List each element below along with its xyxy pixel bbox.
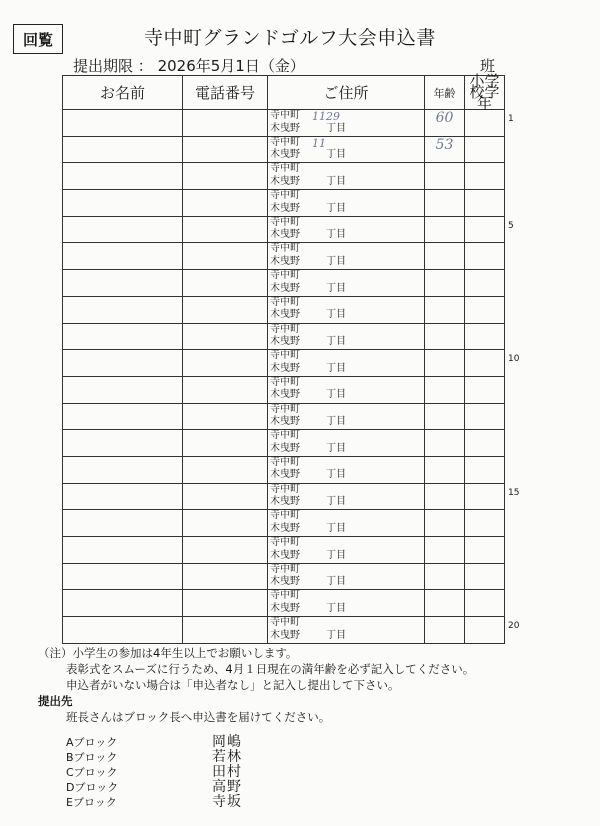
han-label: 班 <box>480 57 496 75</box>
grade-cell[interactable] <box>465 350 505 377</box>
table-row <box>63 323 505 350</box>
age-cell[interactable] <box>425 563 465 590</box>
column-header-grade: 小学校学年 <box>465 76 505 110</box>
phone-cell[interactable] <box>183 483 268 510</box>
phone-cell[interactable] <box>183 430 268 457</box>
table-row <box>63 350 505 377</box>
phone-cell[interactable] <box>183 216 268 243</box>
address-line-district: 木曳野 <box>270 255 300 267</box>
address-cell[interactable] <box>268 350 425 377</box>
address-line-town: 寺中町 <box>270 350 300 362</box>
phone-cell[interactable] <box>183 296 268 323</box>
table-row <box>63 376 505 403</box>
block-leader-name: 高野 <box>212 779 242 795</box>
name-cell[interactable] <box>63 163 183 190</box>
name-cell[interactable] <box>63 456 183 483</box>
age-cell[interactable] <box>425 323 465 350</box>
name-cell[interactable] <box>63 270 183 297</box>
submit-heading: 提出先 <box>38 694 73 708</box>
address-line-town: 寺中町 <box>270 456 300 468</box>
age-cell[interactable] <box>425 403 465 430</box>
name-cell-redacted[interactable] <box>63 136 183 163</box>
address-line-town: 寺中町 <box>270 163 300 175</box>
address-cell[interactable] <box>268 430 425 457</box>
deadline-label: 提出期限 <box>73 57 134 75</box>
age-cell[interactable] <box>425 296 465 323</box>
address-line-district: 木曳野 <box>270 389 300 401</box>
address-chome-label: 丁目 <box>326 362 346 374</box>
grade-cell[interactable] <box>465 510 505 537</box>
address-line-district: 木曳野 <box>270 576 300 588</box>
name-cell[interactable] <box>63 430 183 457</box>
phone-cell-redacted[interactable] <box>183 136 268 163</box>
phone-cell-redacted[interactable] <box>183 110 268 137</box>
address-chome-label: 丁目 <box>326 282 346 294</box>
grade-cell[interactable] <box>465 190 505 217</box>
phone-cell[interactable] <box>183 350 268 377</box>
note-line-3: 申込者がいない場合は「申込者なし」と記入し提出して下さい。 <box>66 678 400 692</box>
address-chome-label: 丁目 <box>326 309 346 321</box>
table-row <box>63 270 505 297</box>
name-cell[interactable] <box>63 590 183 617</box>
grade-cell[interactable] <box>465 163 505 190</box>
grade-cell[interactable] <box>465 483 505 510</box>
name-cell[interactable] <box>63 376 183 403</box>
grade-cell[interactable] <box>465 243 505 270</box>
block-name: Bブロック <box>66 751 118 764</box>
age-cell[interactable] <box>425 510 465 537</box>
address-line-district: 木曳野 <box>270 362 300 374</box>
column-header-age: 年齢 <box>425 76 465 110</box>
name-cell[interactable] <box>63 190 183 217</box>
grade-cell[interactable] <box>465 590 505 617</box>
phone-cell[interactable] <box>183 270 268 297</box>
grade-cell[interactable] <box>465 456 505 483</box>
phone-cell[interactable] <box>183 590 268 617</box>
row-number-mark: 20 <box>508 621 520 632</box>
name-cell[interactable] <box>63 537 183 564</box>
address-line-town: 寺中町 <box>270 483 300 495</box>
block-leader-row <box>66 795 242 810</box>
submit-instruction: 班長さんはブロック長へ申込書を届けてください。 <box>66 710 331 724</box>
address-chome-label: 丁目 <box>326 629 346 641</box>
grade-cell[interactable] <box>465 617 505 644</box>
age-cell[interactable] <box>425 243 465 270</box>
address-chome-label: 丁目 <box>326 175 346 187</box>
phone-cell[interactable] <box>183 323 268 350</box>
row-number-mark: 10 <box>508 354 520 365</box>
address-chome-label: 丁目 <box>326 389 346 401</box>
address-chome-label: 丁目 <box>326 549 346 561</box>
form-title: 寺中町グランドゴルフ大会申込書 <box>144 27 436 49</box>
name-cell[interactable] <box>63 510 183 537</box>
address-chome-label: 丁目 <box>326 149 346 161</box>
table-row <box>63 110 505 137</box>
address-line-district: 木曳野 <box>270 549 300 561</box>
age-cell[interactable]: 60 <box>425 110 465 137</box>
block-leaders-list <box>66 735 242 810</box>
address-chome-label: 丁目 <box>326 122 346 134</box>
address-line-district: 木曳野 <box>270 469 300 481</box>
row-number-mark: 1 <box>508 114 514 124</box>
table-row <box>63 617 505 644</box>
block-name: Cブロック <box>66 766 118 779</box>
address-line-district: 木曳野 <box>270 416 300 428</box>
address-cell[interactable] <box>268 456 425 483</box>
name-cell[interactable] <box>63 563 183 590</box>
table-row <box>63 163 505 190</box>
address-line-town: 寺中町 <box>270 510 300 522</box>
block-name: Aブロック <box>66 736 118 749</box>
name-cell[interactable] <box>63 403 183 430</box>
grade-cell[interactable] <box>465 136 505 163</box>
circulation-badge <box>13 24 63 54</box>
address-cell[interactable] <box>268 510 425 537</box>
name-cell[interactable] <box>63 350 183 377</box>
address-line-district: 木曳野 <box>270 602 300 614</box>
address-chome-label: 丁目 <box>326 202 346 214</box>
circulation-label: 回覧 <box>22 30 53 49</box>
grade-cell[interactable] <box>465 296 505 323</box>
phone-cell[interactable] <box>183 563 268 590</box>
address-line-town: 寺中町 <box>270 430 300 442</box>
age-cell[interactable] <box>425 270 465 297</box>
block-leader-name: 田村 <box>212 764 242 780</box>
deadline-date: 2026年5月1日（金） <box>157 57 305 75</box>
row-number-mark: 5 <box>508 220 514 231</box>
address-cell[interactable] <box>268 163 425 190</box>
name-cell[interactable] <box>63 323 183 350</box>
address-line-district: 木曳野 <box>270 149 300 161</box>
column-header-phone: 電話番号 <box>183 76 268 110</box>
address-line-town: 寺中町 <box>270 376 300 388</box>
address-line-district: 木曳野 <box>270 496 300 508</box>
address-line-town: 寺中町 <box>270 537 300 548</box>
name-cell[interactable] <box>63 243 183 270</box>
note-prefix: （注） <box>38 646 73 660</box>
grade-cell[interactable] <box>465 110 505 137</box>
address-line-district: 木曳野 <box>270 202 300 214</box>
phone-cell[interactable] <box>183 510 268 537</box>
address-cell[interactable] <box>268 590 425 617</box>
block-leader-row <box>66 765 242 780</box>
address-cell[interactable] <box>268 296 425 323</box>
age-cell[interactable] <box>425 456 465 483</box>
name-cell[interactable] <box>63 617 183 644</box>
age-cell[interactable] <box>425 376 465 403</box>
address-line-town: 寺中町 <box>270 270 300 282</box>
address-line-town: 寺中町 <box>270 563 300 575</box>
address-chome-label: 丁目 <box>326 522 346 534</box>
block-leader-row <box>66 750 242 765</box>
table-row <box>63 430 505 457</box>
address-cell[interactable] <box>268 563 425 590</box>
table-row <box>63 216 505 243</box>
name-cell[interactable] <box>63 216 183 243</box>
address-handwritten-number: 1129 <box>312 110 340 123</box>
application-table <box>62 72 505 644</box>
table-row <box>63 243 505 270</box>
age-cell[interactable] <box>425 537 465 564</box>
phone-cell[interactable] <box>183 456 268 483</box>
address-cell[interactable] <box>268 136 425 163</box>
address-chome-label: 丁目 <box>326 469 346 481</box>
address-chome-label: 丁目 <box>326 255 346 267</box>
name-cell-redacted[interactable] <box>63 110 183 137</box>
phone-cell[interactable] <box>183 376 268 403</box>
row-number-mark: 15 <box>508 487 520 498</box>
age-cell[interactable] <box>425 430 465 457</box>
table-row <box>63 563 505 590</box>
address-chome-label: 丁目 <box>326 229 346 241</box>
phone-cell[interactable] <box>183 617 268 644</box>
address-cell[interactable] <box>268 216 425 243</box>
address-line-district: 木曳野 <box>270 282 300 294</box>
address-line-town: 寺中町 <box>270 190 300 202</box>
address-line-town: 寺中町 <box>270 403 300 415</box>
address-cell[interactable] <box>268 190 425 217</box>
grade-cell[interactable] <box>465 376 505 403</box>
address-cell[interactable] <box>268 243 425 270</box>
address-chome-label: 丁目 <box>326 576 346 588</box>
address-line-town: 寺中町 <box>270 243 300 255</box>
table-row <box>63 456 505 483</box>
age-cell[interactable] <box>425 590 465 617</box>
address-line-district: 木曳野 <box>270 336 300 347</box>
address-line-district: 木曳野 <box>270 122 300 134</box>
table-row <box>63 190 505 217</box>
phone-cell[interactable] <box>183 537 268 564</box>
table-header-row <box>63 76 505 110</box>
deadline-line <box>73 55 305 76</box>
block-leader-row <box>66 780 242 795</box>
grade-cell[interactable] <box>465 403 505 430</box>
address-line-district: 木曳野 <box>270 629 300 641</box>
grade-cell[interactable] <box>465 537 505 564</box>
table-row <box>63 483 505 510</box>
grade-cell[interactable] <box>465 323 505 350</box>
grade-cell[interactable] <box>465 270 505 297</box>
block-leader-name: 寺坂 <box>212 794 242 810</box>
notes-section <box>38 645 474 725</box>
address-line-town: 寺中町 <box>270 590 300 602</box>
address-line-town: 寺中町 <box>270 296 300 308</box>
address-handwritten-number: 11 <box>312 136 326 150</box>
address-line-town: 寺中町 <box>270 110 300 121</box>
phone-cell[interactable] <box>183 243 268 270</box>
column-header-name: お名前 <box>63 76 183 110</box>
address-chome-label: 丁目 <box>326 602 346 614</box>
column-header-address: ご住所 <box>268 76 425 110</box>
address-cell[interactable] <box>268 270 425 297</box>
block-name: Eブロック <box>66 796 117 809</box>
address-chome-label: 丁目 <box>326 496 346 508</box>
address-chome-label: 丁目 <box>326 442 346 454</box>
name-cell[interactable] <box>63 483 183 510</box>
table-row <box>63 537 505 564</box>
age-cell[interactable] <box>425 163 465 190</box>
phone-cell[interactable] <box>183 403 268 430</box>
note-line-1: （注）小学生の参加は4年生以上でお願いします。 <box>38 646 298 660</box>
name-cell[interactable] <box>63 296 183 323</box>
address-line-town: 寺中町 <box>270 323 300 335</box>
age-cell[interactable]: 53 <box>425 136 465 163</box>
address-cell[interactable] <box>268 403 425 430</box>
address-line-district: 木曳野 <box>270 175 300 187</box>
table-row <box>63 403 505 430</box>
block-leader-name: 岡嶋 <box>212 734 242 750</box>
age-cell[interactable] <box>425 190 465 217</box>
age-cell[interactable] <box>425 617 465 644</box>
address-line-town: 寺中町 <box>270 216 300 228</box>
table-row <box>63 510 505 537</box>
address-cell[interactable] <box>268 617 425 644</box>
address-line-district: 木曳野 <box>270 309 300 321</box>
deadline-separator: ： <box>137 57 153 75</box>
address-chome-label: 丁目 <box>326 416 346 428</box>
address-chome-label: 丁目 <box>326 336 346 347</box>
block-leader-row <box>66 735 242 750</box>
table-row <box>63 136 505 163</box>
block-name: Dブロック <box>66 781 119 794</box>
grade-cell[interactable] <box>465 563 505 590</box>
grade-cell[interactable] <box>465 216 505 243</box>
phone-cell[interactable] <box>183 190 268 217</box>
table-row <box>63 296 505 323</box>
address-line-district: 木曳野 <box>270 522 300 534</box>
age-cell[interactable] <box>425 216 465 243</box>
note-line-2: 表彰式をスムーズに行うため、4月１日現在の満年齢を必ず記入してください。 <box>66 662 475 676</box>
grade-cell[interactable] <box>465 430 505 457</box>
block-leader-name: 若林 <box>212 749 242 765</box>
address-line-town: 寺中町 <box>270 617 300 629</box>
address-cell[interactable] <box>268 537 425 564</box>
age-cell[interactable] <box>425 350 465 377</box>
address-line-district: 木曳野 <box>270 442 300 454</box>
address-cell[interactable] <box>268 110 425 137</box>
table-row <box>63 590 505 617</box>
age-cell[interactable] <box>425 483 465 510</box>
address-cell[interactable] <box>268 323 425 350</box>
address-cell[interactable] <box>268 376 425 403</box>
address-line-town: 寺中町 <box>270 136 300 148</box>
phone-cell[interactable] <box>183 163 268 190</box>
address-cell[interactable] <box>268 483 425 510</box>
address-line-district: 木曳野 <box>270 229 300 241</box>
